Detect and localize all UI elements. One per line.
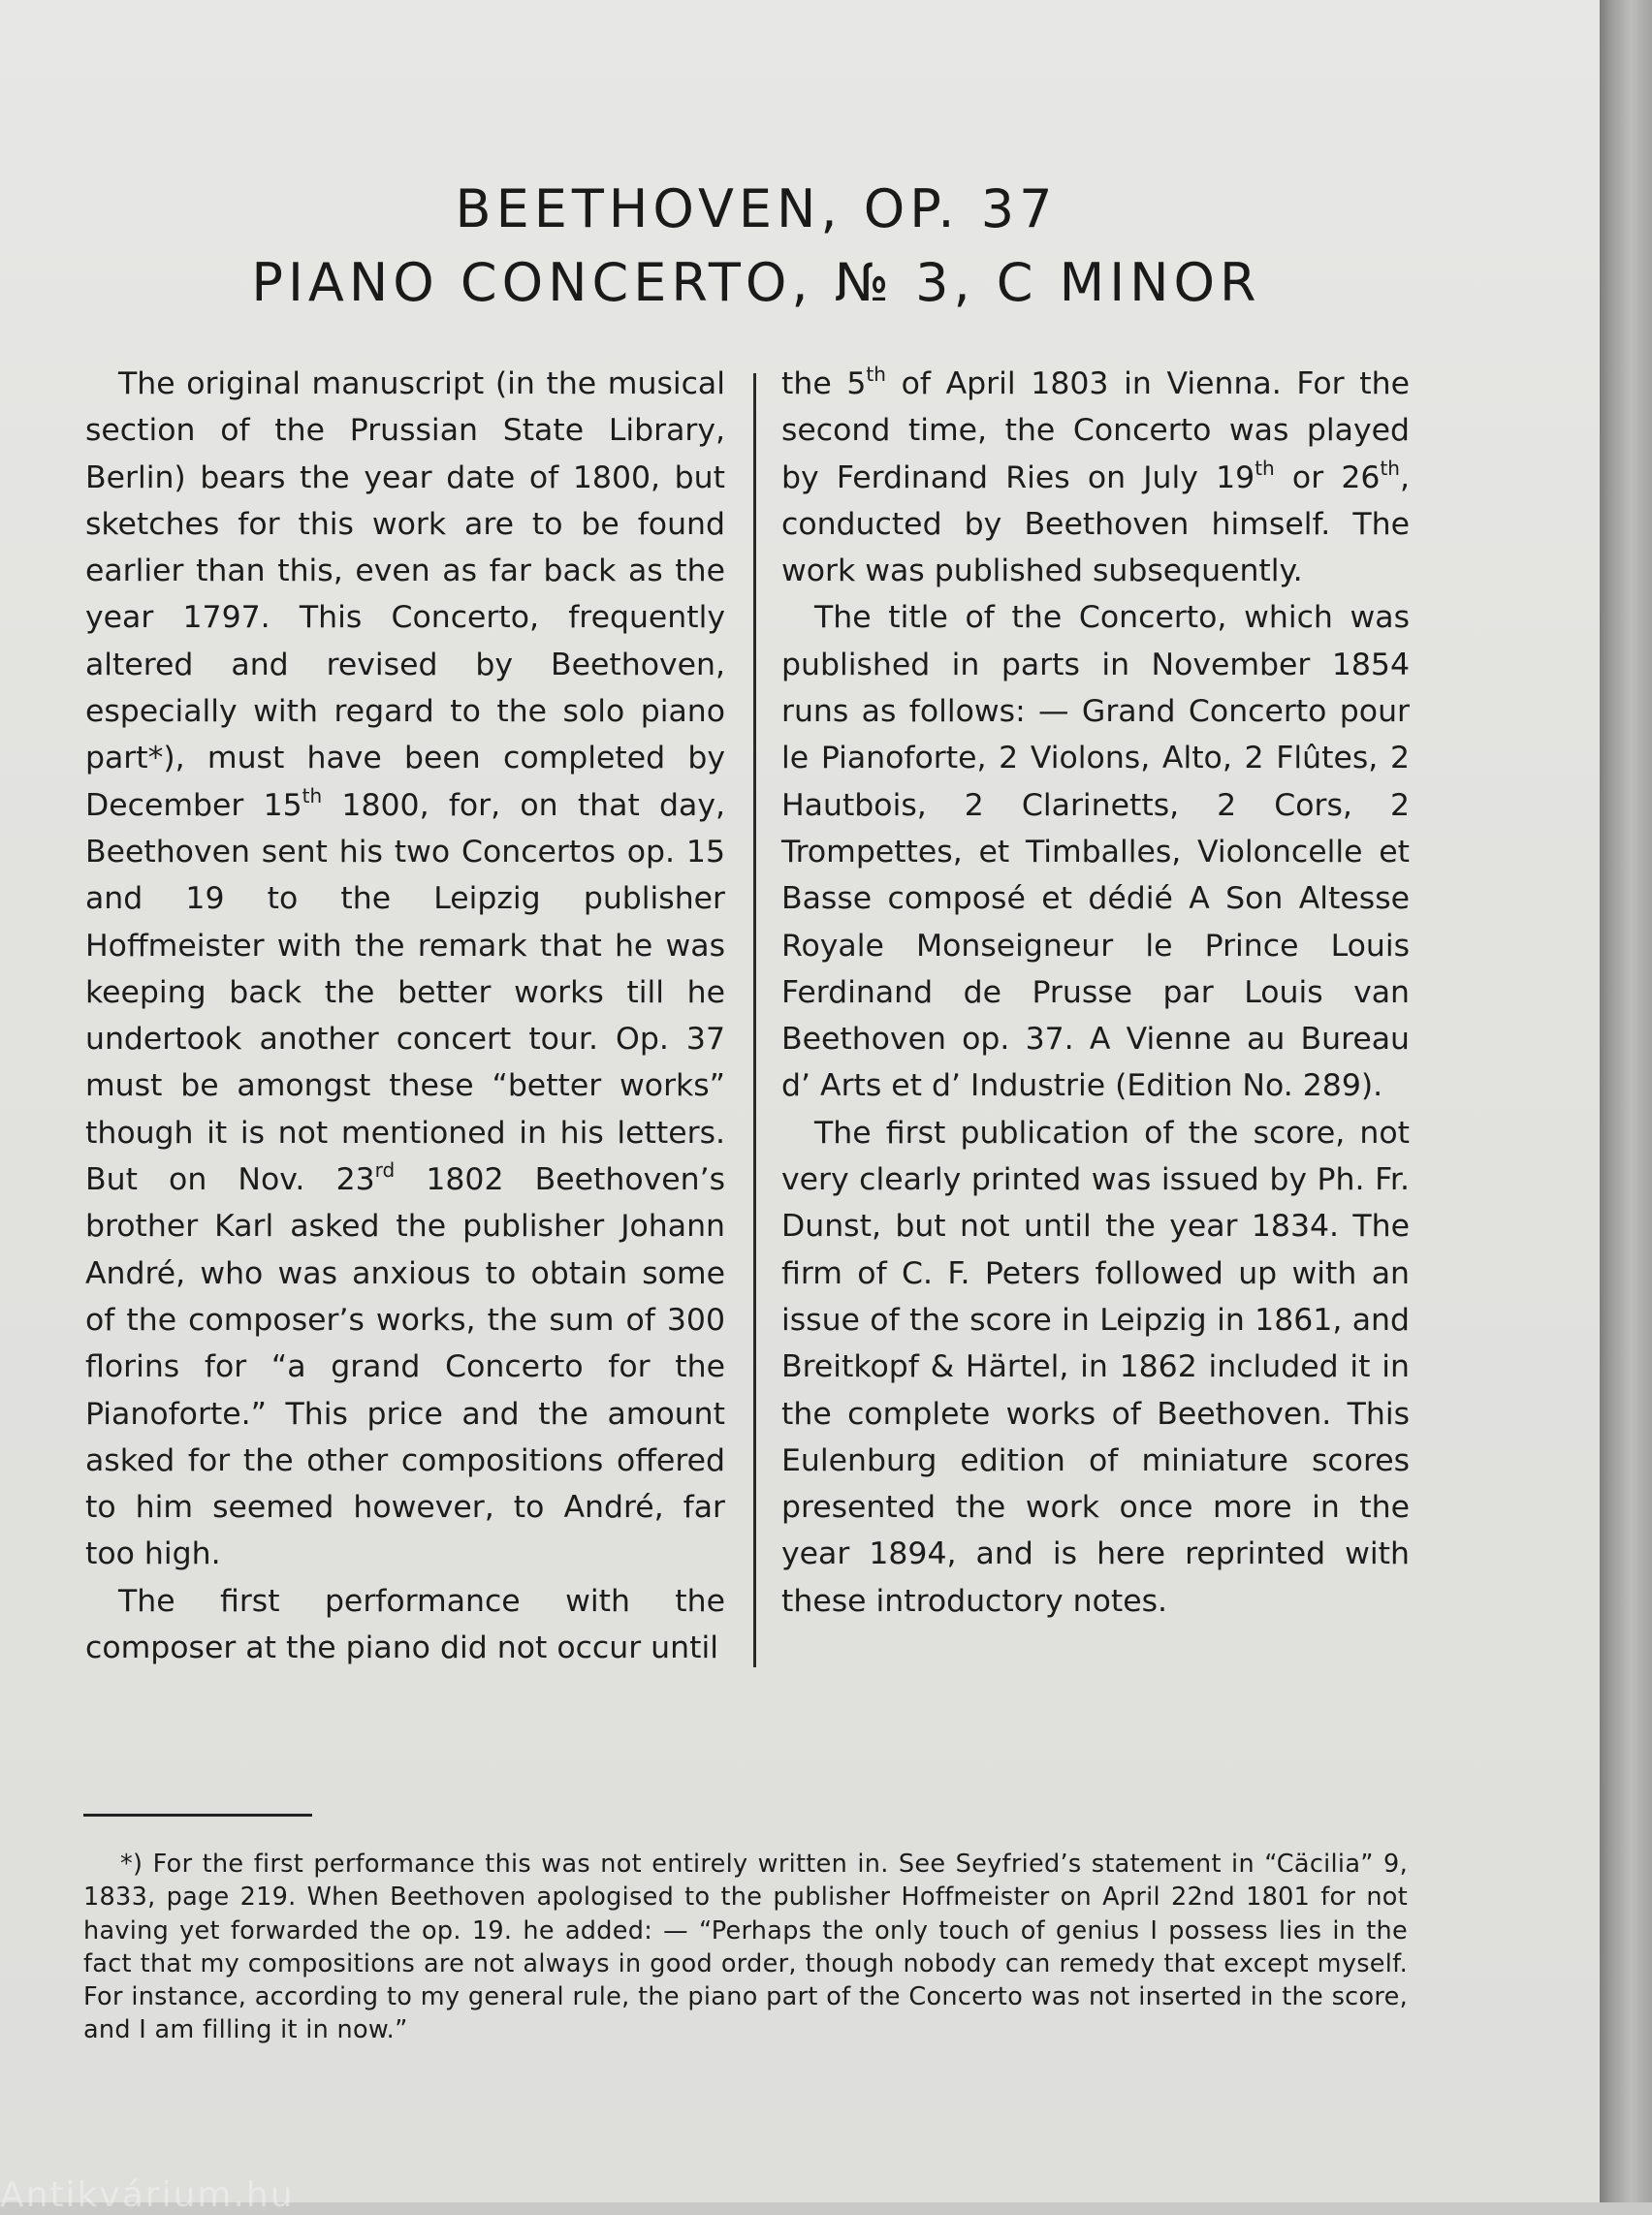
title-line-1: BEETHOVEN, OP. 37: [455, 178, 1058, 239]
title-line-2: PIANO CONCERTO, № 3, C MINOR: [251, 252, 1261, 313]
right-p1-text-a: the 5: [781, 366, 867, 401]
footnote-rule: [83, 1814, 312, 1817]
right-p1-text-c: or 26: [1274, 459, 1381, 495]
left-paragraph-1: [85, 361, 725, 1578]
right-p1-text-d: , conducted by Beethoven himself. The work was published subsequently.: [781, 459, 1410, 589]
right-p1-sup-b: th: [1255, 456, 1275, 480]
right-p1-sup-c: th: [1380, 456, 1400, 480]
watermark: Antikvárium.hu: [0, 2175, 295, 2215]
left-p1-sup-b: rd: [374, 1158, 396, 1183]
left-p1-text-c: 1802 Beethoven’s brother Karl asked the publisher Johann André, who was anxious to obtain some of the composer’s works, the sum of 300 florins for “a grand Concerto for the Pianoforte.” This price and the amount asked for the other compositions offered to him seemed however, to André, far too high.: [85, 1162, 726, 1572]
right-paragraph-2: The title of the Concerto, which was published in parts in November 1854 runs as follows: — Grand Concerto pour le Pianoforte, 2 Violons, Alto, 2 Flûtes, 2 Hautbois, 2 Clarinetts, 2 Cors, 2 Trompettes, et Timballes, Violoncelle et Basse composé et dédié A Son Altesse Royale Monseigneur le Prince Louis Ferdinand de Prusse par Louis van Beethoven op. 37. A Vienne au Bureau d’ Arts et d’ Industrie (Edition No. 289).: [781, 600, 1410, 1104]
right-p1-text-b: of April 1803 in Vienna. For the second time, the Concerto was played by Ferdinand Ries on July 19: [781, 366, 1410, 495]
left-column: [85, 361, 725, 1671]
page-edge: [1600, 0, 1652, 2202]
right-paragraph-3: The first publication of the score, not very clearly printed was issued by Ph. Fr. Dunst, but not until the year 1834. The firm of C. F. Peters followed up with an issue of the score in Leipzig in 1861, and Breitkopf & Härtel, in 1862 included it in the complete works of Beethoven. This Eulenburg edition of miniature scores presented the work once more in the year 1894, and is here reprinted with these introductory notes.: [781, 1115, 1410, 1619]
left-p1-text-b: 1800, for, on that day, Beethoven sent his two Concertos op. 15 and 19 to the Leipzig publisher Hoffmeister with the remark that he was keeping back the better works till he undertook another concert tour. Op. 37 must be amongst these “better works” though it is not mentioned in his letters. But on Nov. 23: [85, 787, 725, 1198]
left-p1-sup-a: th: [302, 783, 323, 807]
right-p1-sup-a: th: [866, 363, 886, 386]
left-p1-text-a: The original manuscript (in the musical section of the Prussian State Library, Berlin) bears the year date of 1800, but sketches for this work are to be found earlier than this, even as far back as the year 1797. This Concerto, frequently altered and revised by Beethoven, especially with regard to the solo piano part*), must have been completed by December 15: [85, 366, 725, 823]
left-paragraph-2: The first performance with the composer at the piano did not occur until: [85, 1583, 725, 1666]
footnote: *) For the first performance this was not entirely written in. See Seyfried’s statement in “Cäcilia” 9, 1833, page 219. When Beethoven apologised to the publisher Hoffmeister on April 22nd 1801 for not having yet forwarded the op. 19. he added: — “Perhaps the only touch of genius I possess lies in the fact that my compositions are not always in good order, though nobody can remedy that except myself. For instance, according to my general rule, the piano part of the Concerto was not inserted in the score, and I am filling it in now.”: [83, 1850, 1408, 2045]
column-divider: [753, 373, 756, 1667]
right-paragraph-1: [781, 361, 1410, 594]
right-column: [781, 361, 1410, 1625]
